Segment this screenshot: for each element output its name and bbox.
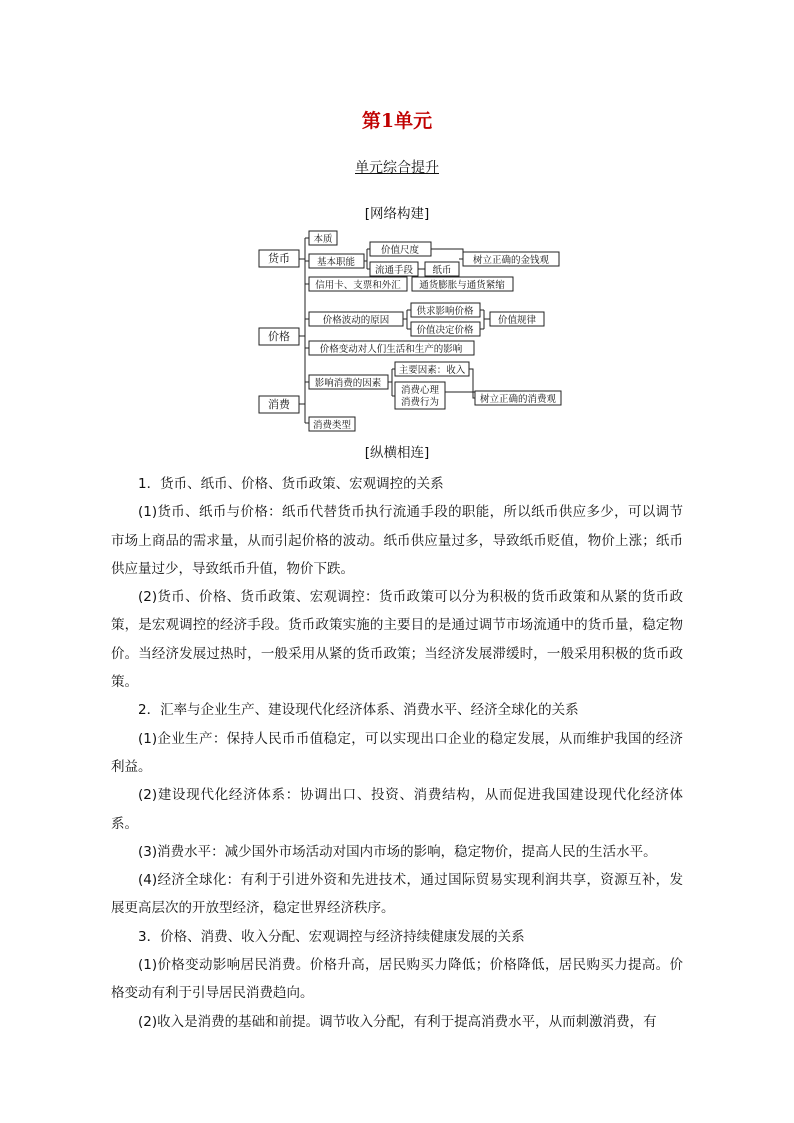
node-consumption-types-label: 消费类型 [312, 420, 352, 431]
connector [299, 382, 309, 423]
paragraph: (2)收入是消费的基础和前提。调节收入分配，有利于提高消费水平，从而刺激消费，有 [138, 1013, 657, 1030]
heading-1: 1．货币、纸币、价格、货币政策、宏观调控的关系 [138, 476, 444, 492]
heading-3: 3．价格、消费、收入分配、宏观调控与经济持续健康发展的关系 [138, 928, 525, 945]
connector [364, 249, 370, 269]
node-money-view-label: 树立正确的金钱观 [472, 255, 550, 266]
paragraph: (4)经济全球化：有利于引进外资和先进技术，通过国际贸易实现利润共享，资源互补，发展更高层次的开放型经济，稳定世界经济秩序。 [111, 872, 683, 917]
node-value-measure-label: 价值尺度 [380, 245, 420, 256]
section-heading-connections: [纵横相连] [364, 445, 430, 461]
connector [299, 238, 309, 284]
node-basic-functions-label: 基本职能 [316, 257, 356, 268]
paragraph: (3)消费水平：减少国外市场活动对国内市场的影响，稳定物价，提高人民的生活水平。 [138, 843, 657, 860]
node-root-price-label: 价格 [268, 330, 290, 343]
node-root-consumption-label: 消费 [268, 398, 290, 411]
heading-2: 2．汇率与企业生产、建设现代化经济体系、消费水平、经济全球化的关系 [138, 702, 579, 719]
node-supply-demand-label: 供求影响价格 [416, 306, 474, 317]
connector [480, 310, 490, 329]
node-psychology-label: 消费心理 [400, 385, 440, 396]
node-root-money-label: 货币 [268, 252, 290, 265]
paragraph: (1)企业生产：保持人民币币值稳定，可以实现出口企业的稳定发展，从而维护我国的经济利益。 [111, 730, 683, 775]
concept-map [255, 222, 565, 434]
node-consumption-view-label: 树立正确的消费观 [479, 394, 557, 405]
connector [299, 319, 309, 348]
node-price-impact-label: 价格变动对人们生活和生产的影响 [319, 344, 463, 355]
node-credit-label: 信用卡、支票和外汇 [315, 280, 401, 291]
connector [388, 369, 395, 396]
paragraph: (1)价格变动影响居民消费。价格升高，居民购买力降低；价格降低，居民购买力提高。价格变动有利于引导居民消费趋向。 [111, 957, 683, 1002]
node-factors-label: 影响消费的因素 [314, 378, 382, 389]
node-value-decides-label: 价值决定价格 [416, 325, 474, 336]
paragraph: (2)建设现代化经济体系：协调出口、投资、消费结构，从而促进我国建设现代化经济体系。 [111, 787, 683, 832]
node-fluctuation-cause-label: 价格波动的原因 [322, 315, 390, 326]
paragraph: (2)货币、价格、货币政策、宏观调控：货币政策可以分为积极的货币政策和从紧的货币政策，是宏观调控的经济手段。货币政策实施的主要目的是通过调节市场流通中的货币量，稳定物价。当经济发展过热时，一般采用从紧的货币政策；当经济发展滞缓时，一般采用积极的货币政策。 [111, 589, 683, 691]
node-behavior-label: 消费行为 [400, 397, 440, 408]
body-text [111, 470, 683, 1036]
node-circulation-label: 流通手段 [374, 265, 414, 276]
connector [431, 249, 463, 259]
node-inflation-label: 通货膨胀与通货紧缩 [419, 280, 505, 291]
page-subtitle: 单元综合提升 [355, 160, 439, 176]
node-essence-label: 本质 [313, 234, 333, 245]
node-paper-money-label: 纸币 [432, 265, 452, 276]
node-income-label: 主要因素：收入 [398, 365, 466, 376]
node-law-of-value-label: 价值规律 [497, 315, 537, 326]
page-title: 第1单元 [361, 110, 433, 132]
paragraph: (1)货币、纸币与价格：纸币代替货币执行流通手段的职能，所以纸币供应多少，可以调节市场上商品的需求量，从而引起价格的波动。纸币供应量过多，导致纸币贬值，物价上涨；纸币供应量过少，导致纸币升值，物价下跌。 [111, 504, 683, 577]
connector [403, 310, 411, 329]
section-heading-network: [网络构建] [364, 206, 430, 222]
